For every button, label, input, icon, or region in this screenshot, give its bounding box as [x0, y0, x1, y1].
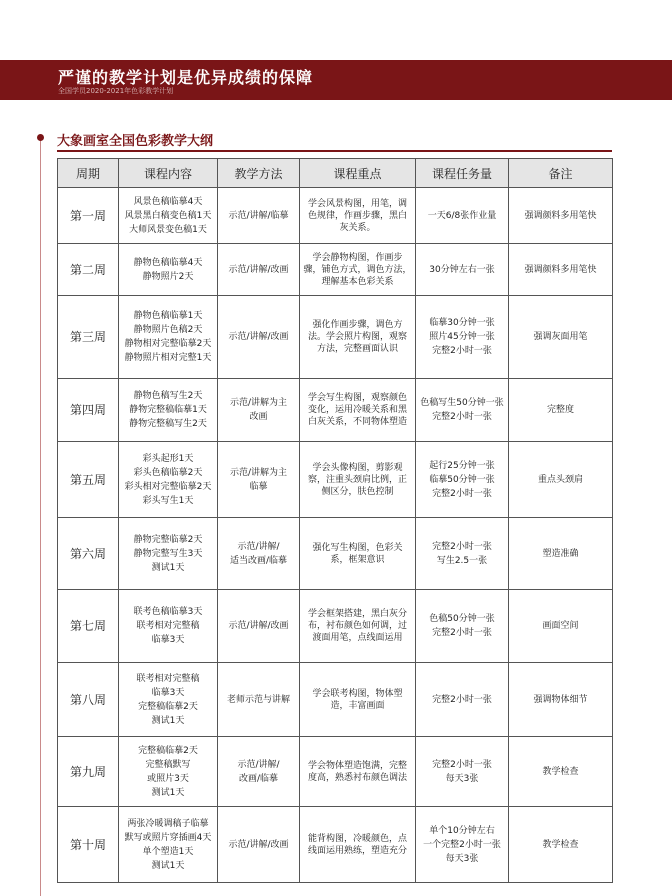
focus-cell-line: 理解基本色彩关系 — [321, 276, 394, 287]
note-cell: 教学检查 — [509, 737, 613, 807]
week-cell: 第四周 — [58, 379, 119, 442]
task-cell-line: 单个10分钟左右 — [429, 825, 495, 836]
table-header-row — [58, 159, 613, 188]
task-cell-line: 完整2小时一张 — [432, 759, 492, 770]
focus-cell-line: 学会静物构图，作画步 — [312, 252, 403, 263]
content-cell-line: 测试1天 — [151, 787, 185, 798]
method-cell — [218, 737, 300, 807]
table-row — [58, 663, 613, 737]
method-cell-line: 示范/讲解/临摹 — [228, 210, 289, 221]
page-subtitle: 全国学员2020-2021年色彩教学计划 — [58, 87, 174, 95]
focus-cell-line: 学会物体塑造饱满，完整 — [307, 760, 407, 771]
focus-cell-line: 学会联考构图，物体塑 — [312, 688, 403, 699]
content-cell-line: 静物相对完整临摹2天 — [124, 339, 212, 349]
method-cell-line: 临摹 — [249, 481, 268, 492]
content-cell-line: 测试1天 — [151, 860, 185, 871]
task-cell-line: 临摹50分钟一张 — [429, 474, 495, 485]
focus-cell-line: 渡面用笔，点线面运用 — [312, 633, 403, 643]
focus-cell — [300, 188, 416, 244]
focus-cell-line: 强化作画步骤，调色方 — [312, 320, 403, 330]
method-cell-line: 老师示范与讲解 — [226, 694, 290, 705]
method-cell — [218, 442, 300, 518]
table-row — [58, 590, 613, 663]
table-row — [58, 442, 613, 518]
content-cell-line: 静物完整写生3天 — [133, 548, 203, 559]
task-cell-line: 每天3张 — [445, 773, 479, 784]
focus-cell — [300, 442, 416, 518]
focus-cell — [300, 518, 416, 590]
focus-cell-line: 灰关系。 — [339, 222, 376, 233]
focus-cell-line: 侧区分，肤色控制 — [321, 486, 394, 497]
content-cell-line: 联考相对完整稿 — [136, 621, 200, 631]
table-row — [58, 518, 613, 590]
content-cell-line: 静物照片色稿2天 — [133, 325, 203, 335]
content-cell — [119, 188, 218, 244]
content-cell-line: 彩头起形1天 — [142, 453, 194, 464]
method-cell — [218, 296, 300, 379]
content-cell-line: 风景黑白稿变色稿1天 — [124, 210, 212, 221]
content-cell-line: 彩头色稿临摹2天 — [133, 467, 203, 478]
task-cell-line: 每天3张 — [445, 853, 479, 864]
task-cell — [416, 590, 509, 663]
focus-cell-line: 强化写生构图，色彩关 — [312, 542, 403, 553]
task-cell-line: 一个完整2小时一张 — [423, 839, 501, 850]
content-cell-line: 联考色稿临摹3天 — [133, 607, 203, 617]
focus-cell-line: 度高，熟悉衬布颜色调法 — [307, 772, 407, 783]
focus-cell-line: 系，框架意识 — [330, 554, 385, 565]
method-cell — [218, 807, 300, 883]
focus-cell — [300, 807, 416, 883]
content-cell-line: 联考相对完整稿 — [136, 673, 200, 684]
content-cell-line: 临摹3天 — [151, 635, 185, 645]
method-cell — [218, 518, 300, 590]
week-cell: 第八周 — [58, 663, 119, 737]
method-cell-line: 示范/讲解/改画 — [228, 332, 289, 342]
method-cell-line: 示范/讲解/ — [237, 759, 280, 770]
week-cell: 第二周 — [58, 244, 119, 296]
header-week: 周期 — [58, 159, 119, 188]
note-cell: 重点头颈肩 — [509, 442, 613, 518]
content-cell-line: 静物照片相对完整1天 — [124, 353, 212, 363]
header-banner — [0, 60, 672, 100]
content-cell-line: 静物色稿临摹4天 — [133, 257, 203, 268]
note-cell: 完整度 — [509, 379, 613, 442]
task-cell-line: 完整2小时一张 — [432, 628, 492, 638]
focus-cell-line: 法。学会照片构图，观察 — [307, 332, 407, 342]
focus-cell-line: 察，注重头颈肩比例，正 — [307, 474, 407, 485]
content-cell — [119, 518, 218, 590]
content-cell-line: 彩头写生1天 — [142, 495, 194, 506]
content-cell — [119, 244, 218, 296]
week-cell: 第九周 — [58, 737, 119, 807]
task-cell-line: 完整2小时一张 — [432, 346, 492, 356]
focus-cell — [300, 379, 416, 442]
content-cell-line: 测试1天 — [151, 715, 185, 726]
content-cell-line: 大师风景变色稿1天 — [129, 224, 207, 235]
content-cell — [119, 663, 218, 737]
task-cell-line: 照片45分钟一张 — [429, 332, 495, 342]
header-task: 课程任务量 — [416, 159, 509, 188]
content-cell-line: 静物完整临摹2天 — [133, 534, 203, 545]
content-cell-line: 静物照片2天 — [142, 271, 194, 282]
focus-cell-line: 能背构图，冷暖颜色，点 — [307, 833, 407, 844]
content-cell-line: 或照片3天 — [147, 773, 189, 784]
task-cell-line: 色稿50分钟一张 — [429, 614, 495, 624]
method-cell-line: 示范/讲解/改画 — [228, 839, 289, 850]
section-title: 大象画室全国色彩教学大纲 — [57, 134, 214, 149]
content-cell — [119, 590, 218, 663]
table-row — [58, 244, 613, 296]
focus-cell-line: 造，丰富画面 — [330, 700, 385, 711]
content-cell-line: 单个塑造1天 — [142, 846, 194, 857]
focus-cell-line: 变化，运用冷暖关系和黑 — [307, 405, 407, 415]
content-cell-line: 静物完整稿写生2天 — [129, 419, 207, 429]
focus-cell-line: 布，衬布颜色如何调，过 — [307, 621, 407, 631]
table-row — [58, 807, 613, 883]
week-cell: 第六周 — [58, 518, 119, 590]
task-cell — [416, 807, 509, 883]
content-cell-line: 完整稿临摹2天 — [138, 701, 198, 712]
focus-cell-line: 学会写生构图，观察颜色 — [307, 393, 407, 403]
method-cell — [218, 244, 300, 296]
task-cell — [416, 663, 509, 737]
focus-cell-line: 线面运用熟练，塑造充分 — [307, 845, 407, 856]
task-cell-line: 完整2小时一张 — [432, 412, 492, 422]
content-cell — [119, 737, 218, 807]
note-cell: 画面空间 — [509, 590, 613, 663]
note-cell: 强调颜料多用笔快 — [509, 188, 613, 244]
content-cell-line: 两张冷暖调稿子临摹 — [127, 818, 209, 829]
focus-cell — [300, 590, 416, 663]
task-cell — [416, 244, 509, 296]
focus-cell-line: 骤，铺色方式，调色方法， — [303, 264, 412, 275]
task-cell-line: 完整2小时一张 — [432, 488, 492, 499]
method-cell-line: 示范/讲解/改画 — [228, 621, 289, 631]
week-cell: 第五周 — [58, 442, 119, 518]
curriculum-table — [57, 158, 613, 883]
week-cell: 第一周 — [58, 188, 119, 244]
focus-cell-line: 方法，完整画面认识 — [316, 344, 398, 354]
note-cell: 塑造准确 — [509, 518, 613, 590]
content-cell-line: 默写或照片穿插画4天 — [124, 832, 212, 843]
task-cell — [416, 379, 509, 442]
task-cell-line: 色稿写生50分钟一张 — [420, 398, 504, 408]
content-cell — [119, 379, 218, 442]
method-cell — [218, 663, 300, 737]
note-cell: 教学检查 — [509, 807, 613, 883]
focus-cell-line: 色规律，作画步骤，黑白 — [307, 210, 407, 221]
header-focus: 课程重点 — [300, 159, 416, 188]
focus-cell — [300, 244, 416, 296]
table-row — [58, 379, 613, 442]
content-cell-line: 完整稿临摹2天 — [138, 745, 198, 756]
content-cell-line: 静物完整稿临摹1天 — [129, 405, 207, 415]
content-cell-line: 测试1天 — [151, 562, 185, 573]
table-row — [58, 737, 613, 807]
task-cell-line: 完整2小时一张 — [432, 541, 492, 552]
note-cell: 强调灰面用笔 — [509, 296, 613, 379]
content-cell — [119, 807, 218, 883]
task-cell — [416, 518, 509, 590]
content-cell-line: 彩头相对完整临摹2天 — [124, 481, 212, 492]
header-method: 教学方法 — [218, 159, 300, 188]
method-cell — [218, 188, 300, 244]
task-cell-line: 30分钟左右一张 — [429, 264, 495, 275]
method-cell-line: 示范/讲解为主 — [229, 467, 288, 478]
header-note: 备注 — [509, 159, 613, 188]
note-cell: 强调物体细节 — [509, 663, 613, 737]
method-cell-line: 改画/临摹 — [238, 773, 279, 784]
focus-cell — [300, 663, 416, 737]
week-cell: 第三周 — [58, 296, 119, 379]
page-title: 严谨的教学计划是优异成绩的保障 — [58, 68, 314, 87]
content-cell-line: 静物色稿临摹1天 — [133, 311, 203, 321]
method-cell-line: 示范/讲解为主 — [229, 398, 288, 408]
task-cell-line: 起行25分钟一张 — [429, 460, 495, 471]
content-cell — [119, 296, 218, 379]
task-cell-line: 一天6/8张作业量 — [427, 210, 497, 221]
focus-cell-line: 学会风景构图，用笔，调 — [307, 198, 407, 209]
week-cell: 第十周 — [58, 807, 119, 883]
header-content: 课程内容 — [119, 159, 218, 188]
focus-cell-line: 学会框架搭建，黑白灰分 — [307, 609, 407, 619]
method-cell-line: 适当改画/临摹 — [229, 555, 288, 566]
task-cell — [416, 296, 509, 379]
task-cell — [416, 737, 509, 807]
content-cell — [119, 442, 218, 518]
method-cell-line: 改画 — [249, 412, 268, 422]
method-cell — [218, 379, 300, 442]
table-row — [58, 296, 613, 379]
content-cell-line: 风景色稿临摹4天 — [133, 196, 203, 207]
method-cell-line: 示范/讲解/改画 — [228, 264, 289, 275]
task-cell — [416, 442, 509, 518]
method-cell-line: 示范/讲解/ — [237, 541, 280, 552]
task-cell — [416, 188, 509, 244]
note-cell: 强调颜料多用笔快 — [509, 244, 613, 296]
focus-cell-line: 白灰关系，不同物体塑造 — [307, 417, 407, 427]
focus-cell — [300, 296, 416, 379]
week-cell: 第七周 — [58, 590, 119, 663]
timeline-line — [40, 140, 41, 896]
content-cell-line: 静物色稿写生2天 — [133, 391, 203, 401]
task-cell-line: 完整2小时一张 — [432, 694, 492, 705]
content-cell-line: 完整稿默写 — [145, 759, 191, 770]
focus-cell-line: 学会头像构图，剪影观 — [312, 462, 403, 473]
focus-cell — [300, 737, 416, 807]
table-row — [58, 188, 613, 244]
content-cell-line: 临摹3天 — [151, 687, 185, 698]
task-cell-line: 写生2.5一张 — [436, 555, 488, 566]
method-cell — [218, 590, 300, 663]
timeline-dot — [37, 134, 44, 141]
task-cell-line: 临摹30分钟一张 — [429, 318, 495, 328]
section-underline — [57, 150, 612, 152]
